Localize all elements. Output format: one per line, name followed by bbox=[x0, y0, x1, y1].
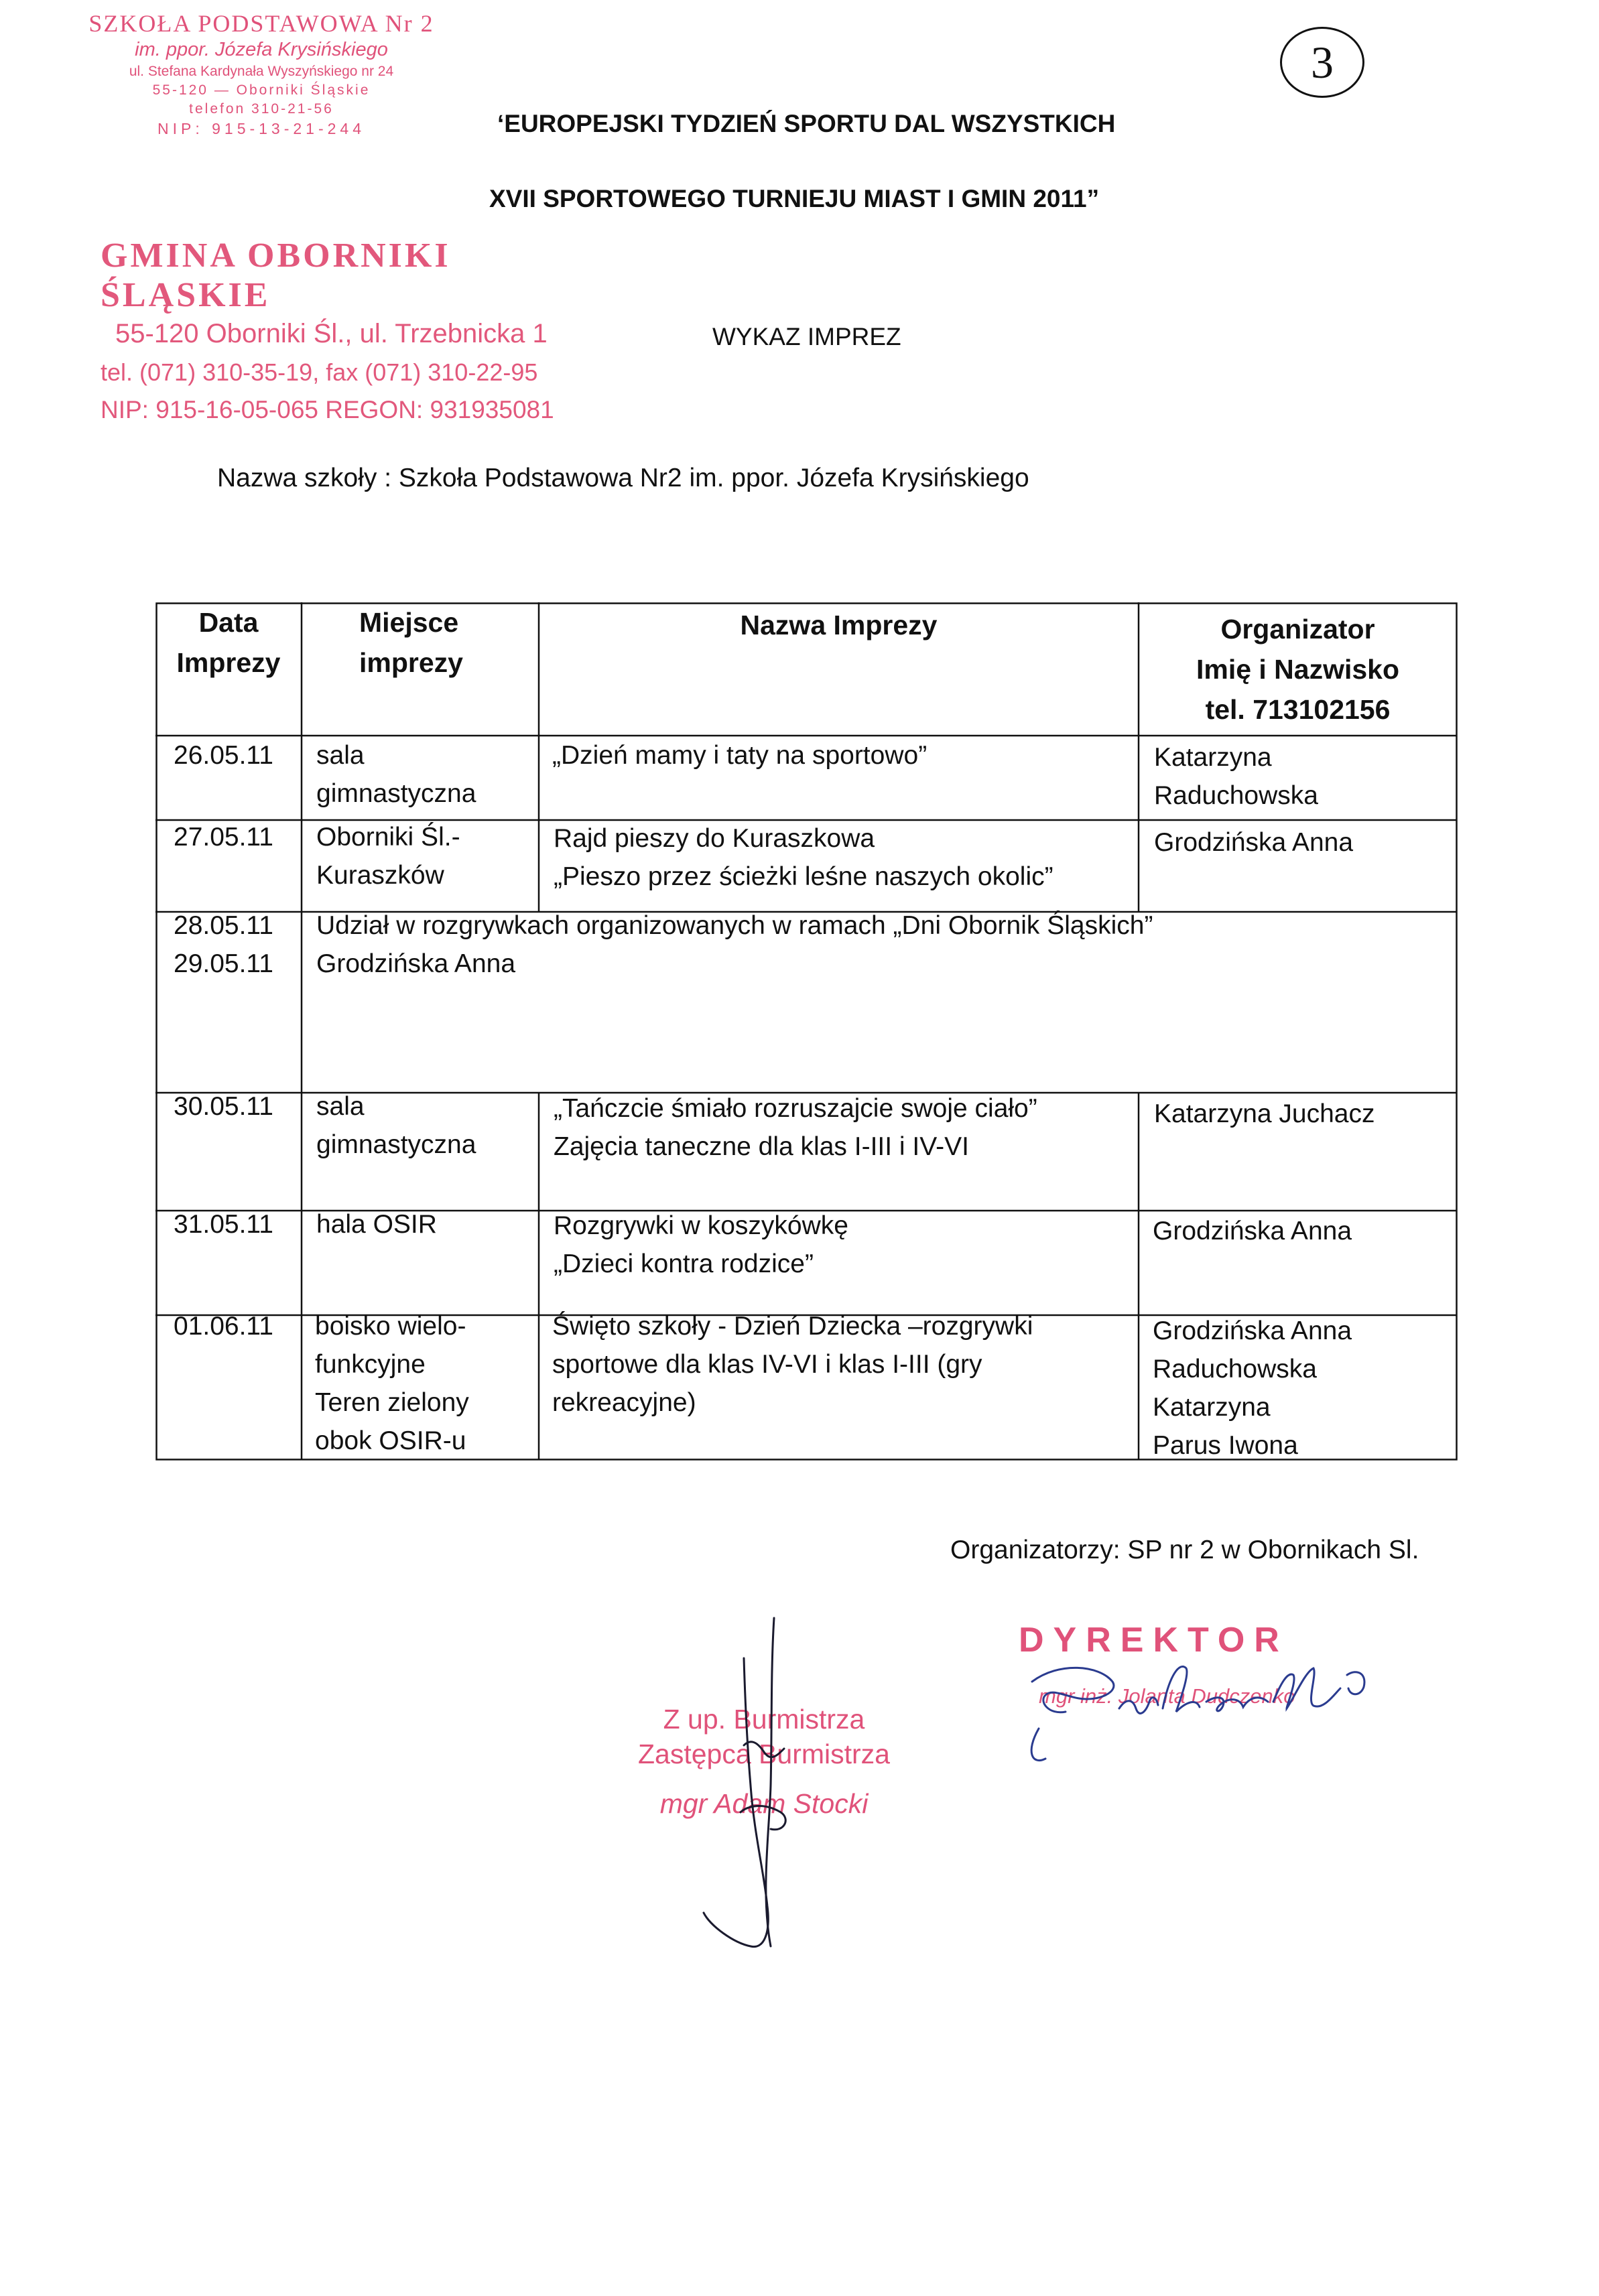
table-row-6-event bbox=[552, 1307, 1033, 1422]
gmina-stamp-ids: NIP: 915-16-05-065 REGON: 931935081 bbox=[101, 396, 554, 423]
table-row-4-organizer bbox=[1154, 1095, 1375, 1133]
table-row-5-event bbox=[554, 1207, 848, 1283]
table-row-6-place bbox=[315, 1307, 469, 1460]
cell-date: 28.05.11 bbox=[174, 911, 273, 940]
table-row-5-organizer bbox=[1153, 1212, 1352, 1250]
cell-merged-line: Udział w rozgrywkach organizowanych w ramach „Dni Obornik Śląskich” bbox=[316, 911, 1153, 940]
school-stamp-phone: telefon 310-21-56 bbox=[189, 101, 334, 117]
cell-organizer-line: Grodzińska Anna bbox=[1154, 828, 1354, 857]
cell-organizer-line: Katarzyna bbox=[1154, 743, 1272, 772]
school-stamp-patron: im. ppor. Józefa Krysińskiego bbox=[135, 39, 388, 60]
header-organizer-line1: Organizator bbox=[1220, 614, 1375, 645]
cell-organizer-line: Raduchowska bbox=[1154, 781, 1318, 810]
table-row-4-event bbox=[554, 1089, 1037, 1166]
header-organizer-line2: Imię i Nazwisko bbox=[1196, 654, 1400, 685]
cell-place-line: Teren zielony bbox=[315, 1388, 469, 1417]
cell-date: 30.05.11 bbox=[174, 1092, 273, 1121]
table-row-1-date bbox=[174, 736, 273, 774]
school-name-line: Nazwa szkoły : Szkoła Podstawowa Nr2 im. ppor. Józefa Krysińskiego bbox=[217, 464, 1029, 492]
table-row-2-date bbox=[174, 818, 273, 856]
cell-organizer-line: Parus Iwona bbox=[1153, 1431, 1298, 1460]
gmina-stamp-phone: tel. (071) 310-35-19, fax (071) 310-22-95 bbox=[101, 358, 538, 386]
table-row-6-organizer bbox=[1153, 1312, 1352, 1465]
cell-event-line: Zajęcia taneczne dla klas I-III i IV-VI bbox=[554, 1132, 969, 1161]
events-table bbox=[155, 602, 1459, 1461]
table-row-1-event bbox=[552, 736, 927, 774]
header-date bbox=[155, 602, 302, 683]
burmistrz-stamp-line1: Z up. Burmistrza bbox=[663, 1704, 865, 1735]
burmistrz-signature bbox=[670, 1611, 844, 1960]
cell-organizer-line: Katarzyna bbox=[1153, 1393, 1271, 1422]
header-organizer bbox=[1139, 609, 1457, 730]
document-title-line2: XVII SPORTOWEGO TURNIEJU MIAST I GMIN 2011” bbox=[489, 185, 1100, 212]
cell-place-line: sala bbox=[316, 741, 365, 770]
cell-place-line: gimnastyczna bbox=[316, 1130, 476, 1159]
cell-place-line: Kuraszków bbox=[316, 861, 444, 890]
cell-event-line: rekreacyjne) bbox=[552, 1388, 696, 1417]
cell-organizer-line: Grodzińska Anna bbox=[1153, 1217, 1352, 1245]
header-place-line2: imprezy bbox=[359, 647, 463, 678]
gmina-stamp-name: GMINA OBORNIKI ŚLĄSKIE bbox=[101, 237, 451, 314]
table-row-1-organizer bbox=[1154, 738, 1318, 815]
cell-organizer-line: Katarzyna Juchacz bbox=[1154, 1099, 1375, 1128]
cell-event-line: „Dzieci kontra rodzice” bbox=[554, 1250, 814, 1278]
table-row-1-place bbox=[316, 736, 476, 813]
director-name: mgr inż. Jolanta Dudczenko bbox=[1039, 1684, 1295, 1708]
cell-event-line: Święto szkoły - Dzień Dziecka –rozgrywki bbox=[552, 1312, 1033, 1341]
cell-place-line: gimnastyczna bbox=[316, 779, 476, 808]
director-signature bbox=[1019, 1635, 1394, 1769]
cell-organizer-line: Grodzińska Anna bbox=[1153, 1316, 1352, 1345]
table-row-2-event bbox=[554, 819, 1053, 896]
table-row-2-organizer bbox=[1154, 823, 1353, 862]
header-date-line2: Imprezy bbox=[176, 647, 281, 678]
table-row-4-place bbox=[316, 1087, 476, 1164]
cell-event-line: Rajd pieszy do Kuraszkowa bbox=[554, 824, 875, 853]
table-row-6-date bbox=[174, 1307, 273, 1345]
document-title-line1: ‘EUROPEJSKI TYDZIEŃ SPORTU DAL WSZYSTKICH bbox=[497, 110, 1116, 137]
cell-date: 26.05.11 bbox=[174, 741, 273, 770]
subtitle: WYKAZ IMPREZ bbox=[712, 323, 901, 350]
table-row-4-date bbox=[174, 1087, 273, 1126]
cell-event-line: Rozgrywki w koszykówkę bbox=[554, 1211, 848, 1240]
table-row-3-date bbox=[174, 906, 273, 983]
gmina-stamp-address: 55-120 Oborniki Śl., ul. Trzebnicka 1 bbox=[115, 319, 548, 348]
organizers-line: Organizatorzy: SP nr 2 w Obornikach Sl. bbox=[950, 1536, 1419, 1564]
cell-event-line: „Pieszo przez ścieżki leśne naszych okolic” bbox=[554, 862, 1053, 891]
table-row-5-date bbox=[174, 1205, 273, 1243]
header-event bbox=[539, 605, 1139, 645]
school-stamp bbox=[74, 9, 449, 138]
director-title: DYREKTOR bbox=[1019, 1621, 1289, 1660]
page-number: 3 bbox=[1280, 27, 1364, 98]
cell-organizer-line: Raduchowska bbox=[1153, 1355, 1317, 1383]
cell-date: 27.05.11 bbox=[174, 823, 273, 852]
cell-event-line: „Tańczcie śmiało rozruszajcie swoje ciało” bbox=[554, 1094, 1037, 1123]
cell-date: 31.05.11 bbox=[174, 1210, 273, 1239]
burmistrz-stamp-line3: mgr Adam Stocki bbox=[659, 1788, 869, 1819]
header-organizer-line3: tel. 713102156 bbox=[1205, 694, 1391, 725]
school-stamp-street: ul. Stefana Kardynała Wyszyńskiego nr 24 bbox=[129, 64, 394, 79]
cell-event-line: „Dzień mamy i taty na sportowo” bbox=[552, 741, 928, 770]
cell-place-line: obok OSIR-u bbox=[315, 1426, 466, 1455]
burmistrz-stamp-line2: Zastępca Burmistrza bbox=[638, 1739, 890, 1769]
gmina-stamp bbox=[101, 236, 570, 424]
school-stamp-city: 55-120 — Oborniki Śląskie bbox=[152, 82, 371, 98]
cell-place-line: Oborniki Śl.- bbox=[316, 823, 460, 852]
cell-place-line: sala bbox=[316, 1092, 365, 1121]
cell-event-line: sportowe dla klas IV-VI i klas I-III (gry bbox=[552, 1350, 982, 1379]
cell-date: 01.06.11 bbox=[174, 1312, 273, 1341]
header-place bbox=[302, 602, 539, 683]
header-date-line1: Data bbox=[198, 607, 259, 638]
cell-place-line: hala OSIR bbox=[316, 1210, 437, 1239]
cell-date: 29.05.11 bbox=[174, 949, 273, 978]
table-row-2-place bbox=[316, 818, 460, 894]
cell-place-line: boisko wielo- bbox=[315, 1312, 466, 1341]
cell-place-line: funkcyjne bbox=[315, 1350, 426, 1379]
table-row-5-place bbox=[316, 1205, 437, 1243]
cell-merged-line: Grodzińska Anna bbox=[316, 949, 516, 978]
header-event-line1: Nazwa Imprezy bbox=[740, 610, 938, 640]
school-stamp-nip: NIP: 915-13-21-244 bbox=[157, 120, 365, 137]
header-place-line1: Miejsce bbox=[359, 607, 459, 638]
school-stamp-name: SZKOŁA PODSTAWOWA Nr 2 bbox=[88, 10, 434, 37]
table-row-3-merged bbox=[316, 906, 1153, 983]
